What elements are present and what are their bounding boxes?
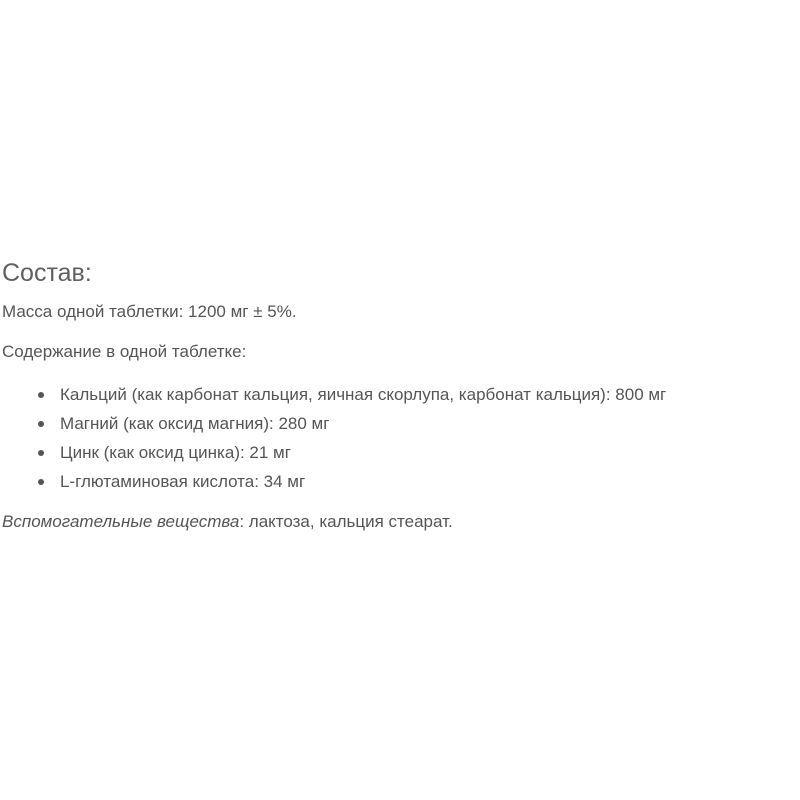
ingredients-list xyxy=(2,380,798,496)
list-item xyxy=(35,438,798,467)
excipients-label: Вспомогательные вещества xyxy=(2,512,240,531)
composition-heading: Состав: xyxy=(2,259,92,287)
excipients-line xyxy=(2,510,798,534)
bullet-icon xyxy=(38,392,44,398)
ingredient-text: L-глютаминовая кислота: 34 мг xyxy=(60,472,306,491)
ingredient-text: Магний (как оксид магния): 280 мг xyxy=(60,414,330,433)
list-item xyxy=(35,467,798,496)
list-item xyxy=(35,409,798,438)
excipients-text: : лактоза, кальция стеарат. xyxy=(239,512,453,531)
bullet-icon xyxy=(38,479,44,485)
content-intro-text: Содержание в одной таблетке: xyxy=(2,342,247,361)
composition-section xyxy=(2,256,798,550)
list-item xyxy=(35,380,798,409)
bullet-icon xyxy=(38,450,44,456)
ingredient-text: Цинк (как оксид цинка): 21 мг xyxy=(60,443,291,462)
bullet-icon xyxy=(38,421,44,427)
ingredient-text: Кальций (как карбонат кальция, яичная скорлупа, карбонат кальция): 800 мг xyxy=(60,385,667,404)
tablet-mass-text: Масса одной таблетки: 1200 мг ± 5%. xyxy=(2,302,297,321)
